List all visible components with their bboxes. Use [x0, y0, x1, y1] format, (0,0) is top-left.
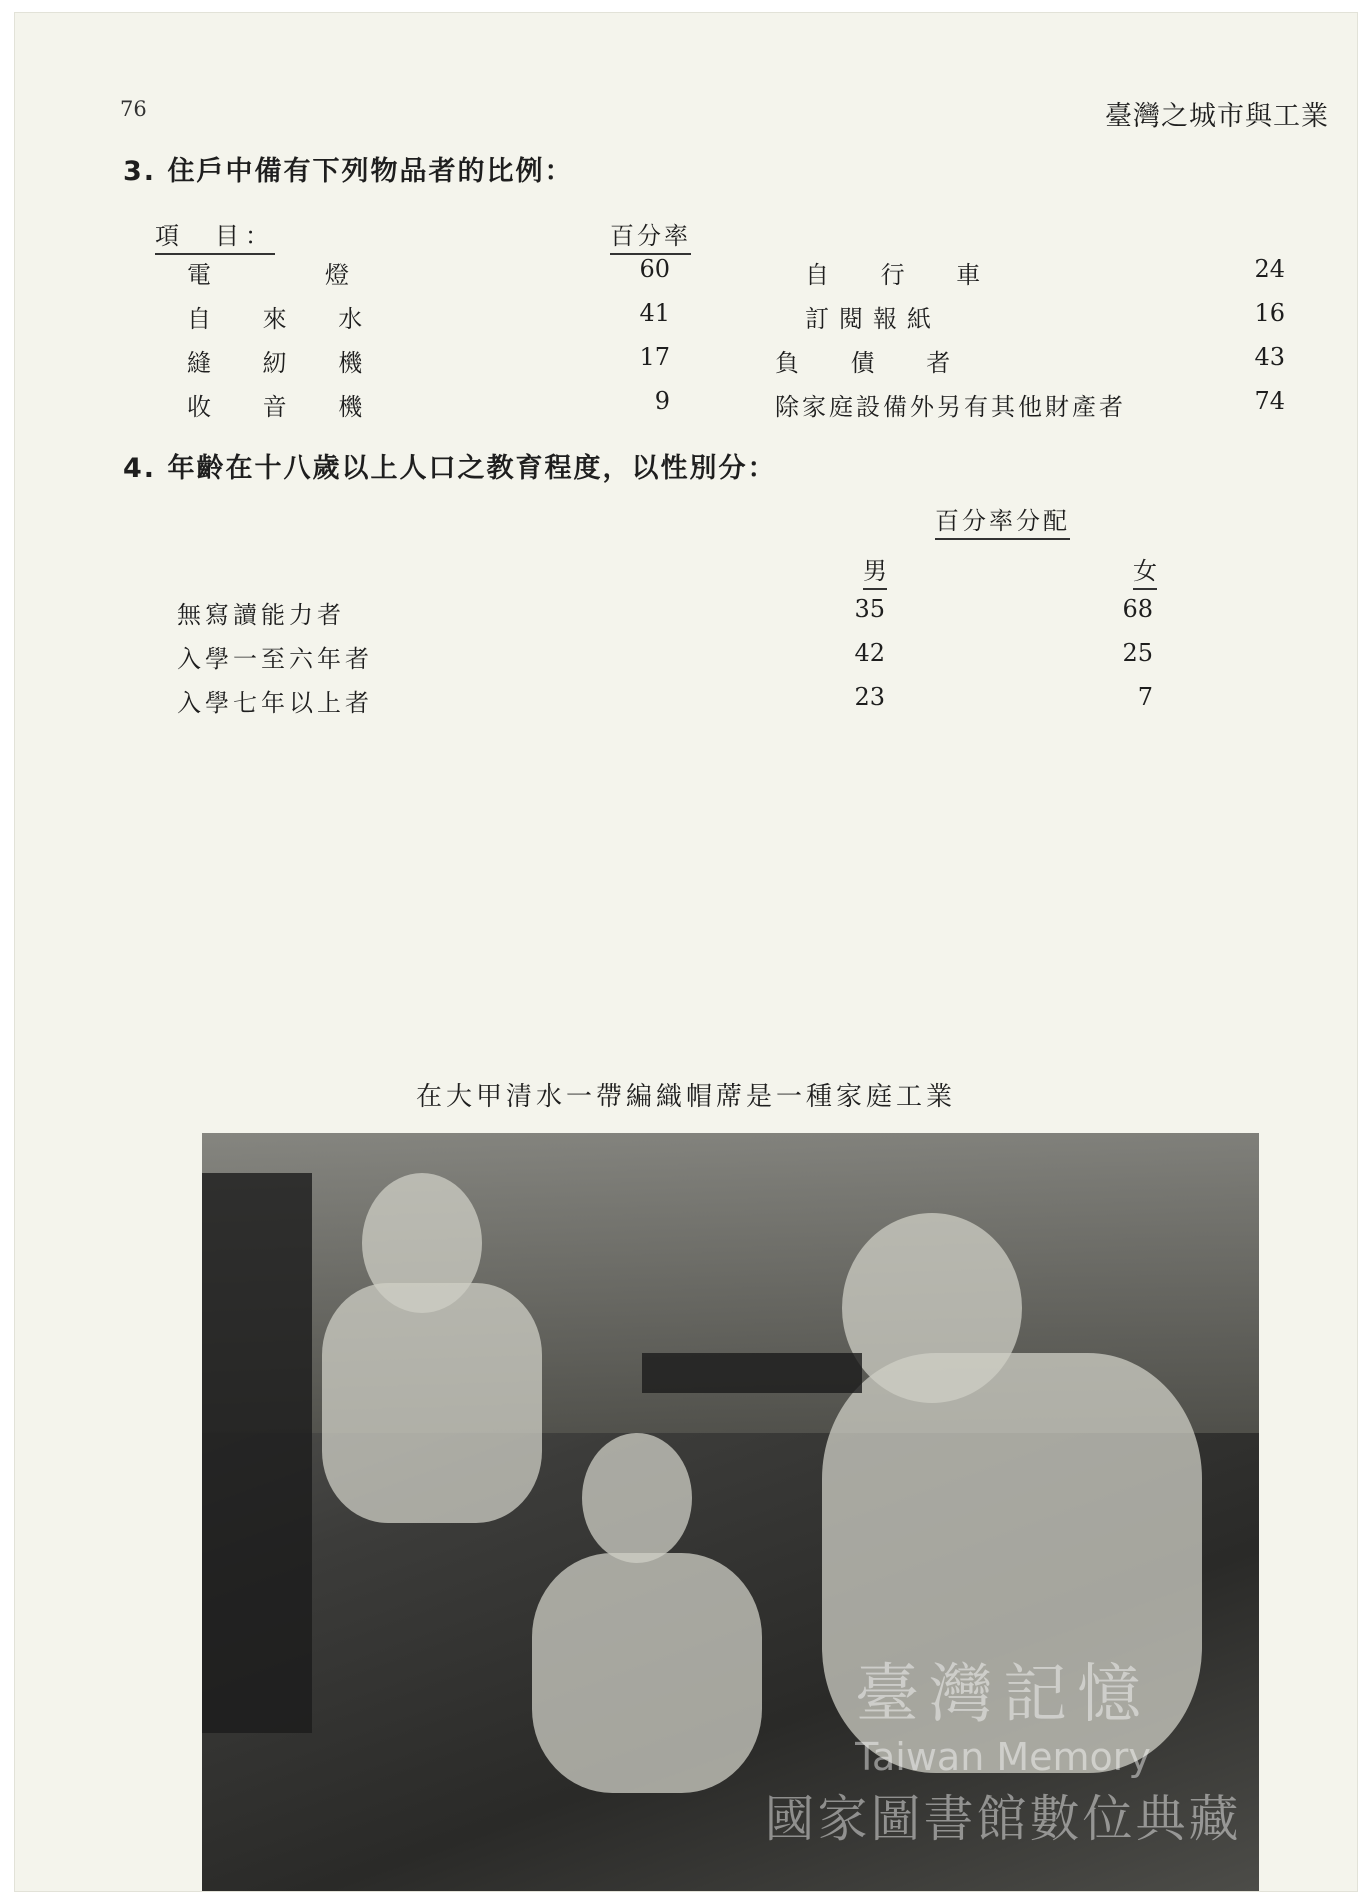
- running-title: 臺灣之城市與工業: [1105, 101, 1329, 132]
- right-row-value: 43: [1254, 343, 1285, 371]
- watermark-english: Taiwan Memory: [855, 1735, 1151, 1779]
- section-3-title: 3. 住戶中備有下列物品者的比例：: [123, 156, 574, 187]
- photo-caption: 在大甲清水一帶編織帽蓆是一種家庭工業: [415, 1082, 956, 1112]
- section-4-title: 4. 年齡在十八歲以上人口之教育程度，以性別分：: [123, 453, 777, 484]
- left-row-value: 17: [639, 343, 670, 371]
- photo-baby-head: [582, 1433, 692, 1563]
- right-row-value: 24: [1254, 255, 1285, 283]
- female-value: 68: [1122, 595, 1153, 623]
- left-row-label: 縫 紉 機: [187, 349, 385, 377]
- page-number: 76: [120, 97, 147, 121]
- left-row-value: 41: [639, 299, 670, 327]
- right-row-label: 自 行 車: [805, 261, 1003, 289]
- left-row-value: 60: [639, 255, 670, 283]
- watermark-logo-text: 臺灣記憶: [855, 1658, 1151, 1732]
- left-row-value: 9: [654, 387, 670, 415]
- percent-distribution-header: 百分率分配: [935, 501, 1070, 540]
- right-row-value: 74: [1254, 387, 1285, 415]
- right-row-value: 16: [1254, 299, 1285, 327]
- photo-table: [642, 1353, 862, 1393]
- female-value: 25: [1122, 639, 1153, 667]
- right-row-label: 負 債 者: [775, 349, 973, 377]
- left-row-label: 自 來 水: [187, 305, 385, 333]
- left-row-label: 電 燈: [187, 261, 371, 289]
- education-row-label: 入學一至六年者: [177, 645, 373, 673]
- photo-figure-shadow: [202, 1173, 312, 1733]
- right-row-label: 除家庭設備外另有其他財產者: [775, 393, 1126, 421]
- education-row-label: 無寫讀能力者: [177, 601, 345, 629]
- percent-column-header: 百分率: [610, 216, 691, 255]
- right-row-label: 訂閱報紙: [805, 305, 941, 333]
- male-column-header: 男: [863, 551, 887, 590]
- item-column-header: 項 目：: [155, 216, 275, 255]
- male-value: 35: [854, 595, 885, 623]
- education-row-label: 入學七年以上者: [177, 689, 373, 717]
- female-value: 7: [1137, 683, 1153, 711]
- male-value: 42: [854, 639, 885, 667]
- watermark: [753, 1643, 1253, 1851]
- watermark-chinese: 國家圖書館數位典藏: [764, 1790, 1242, 1848]
- document-page: [14, 12, 1358, 1892]
- weaving-photo: [202, 1133, 1259, 1891]
- male-value: 23: [854, 683, 885, 711]
- photo-baby-body: [532, 1553, 762, 1793]
- left-row-label: 收 音 機: [187, 393, 385, 421]
- photo-girl-body: [322, 1283, 542, 1523]
- female-column-header: 女: [1133, 551, 1157, 590]
